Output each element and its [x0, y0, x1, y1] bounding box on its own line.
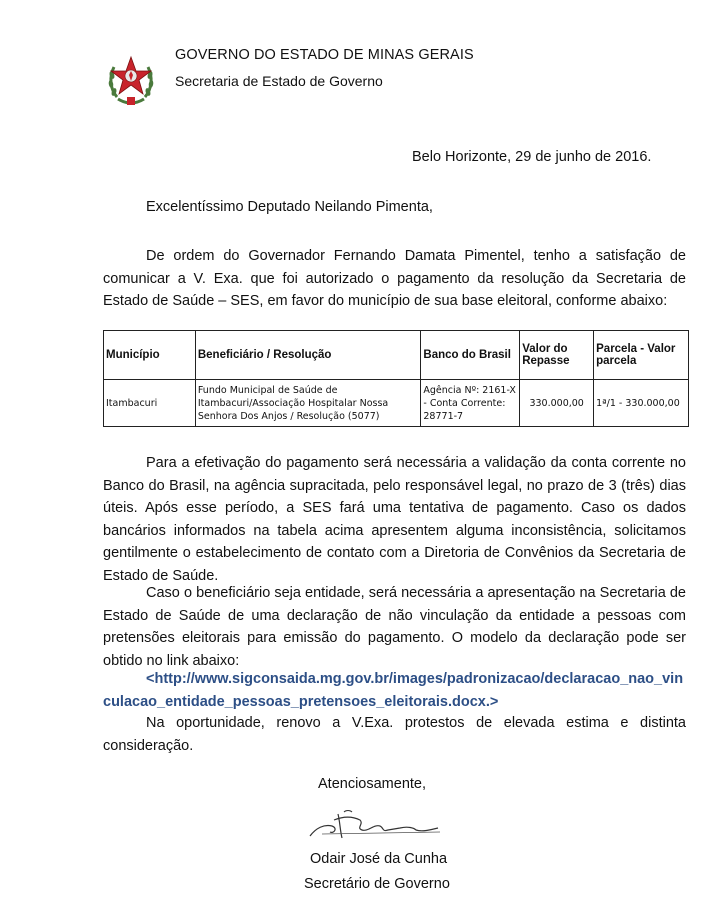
cell-beneficiario: Fundo Municipal de Saúde de Itambacuri/Associação Hospitalar Nossa Senhora Dos Anjos / Resolução (5077)	[195, 380, 421, 427]
salutation: Excelentíssimo Deputado Neilando Pimenta,	[146, 199, 433, 215]
paragraph-authorization: De ordem do Governador Fernando Damata Pimentel, tenho a satisfação de comunicar a V. Exa. que foi autorizado o pagamento da resolução da Secretaria de Estado de Saúde – SES, em favor do município de sua base eleitoral, conforme abaixo:	[103, 248, 686, 309]
cell-banco: Agência Nº: 2161-X - Conta Corrente: 28771-7	[421, 380, 520, 427]
payment-table	[103, 330, 689, 427]
table-header-row	[104, 331, 689, 380]
date-line: Belo Horizonte, 29 de junho de 2016.	[412, 149, 652, 165]
paragraph-entity-declaration: Caso o beneficiário seja entidade, será necessária a apresentação na Secretaria de Estado de Saúde de uma declaração de não vinculação da entidade a pessoas com pretensões eleitorais para emissão do pagamento. O modelo da declaração pode ser obtido no link abaixo:	[103, 585, 686, 669]
cell-municipio: Itambacuri	[104, 380, 196, 427]
table-row	[104, 380, 689, 427]
paragraph-validation: Para a efetivação do pagamento será necessária a validação da conta corrente no Banco do Brasil, na agência supracitada, pelo responsável legal, no prazo de 3 (três) dias úteis. Após esse período, a SES fará uma tentativa de pagamento. Caso os dados bancários informados na tabela acima apresentem alguma inconsistência, solicitamos gentilmente o estabelecimento de contato com a Diretoria de Convênios da Secretaria de Estado de Saúde.	[103, 455, 686, 584]
header-banco: Banco do Brasil	[421, 331, 520, 380]
government-heading: GOVERNO DO ESTADO DE MINAS GERAIS	[175, 47, 474, 63]
header-parcela: Parcela - Valor parcela	[594, 331, 689, 380]
cell-valor: 330.000,00	[520, 380, 594, 427]
cell-parcela: 1ª/1 - 330.000,00	[594, 380, 689, 427]
header-municipio: Município	[104, 331, 196, 380]
declaration-link[interactable]: <http://www.sigconsaida.mg.gov.br/images/padronizacao/declaracao_nao_vinculacao_entidade_pessoas_pretensoes_eleitorais.docx.>	[103, 671, 684, 710]
coat-of-arms-icon	[107, 53, 155, 109]
signer-name: Odair José da Cunha	[310, 851, 448, 867]
closing: Atenciosamente,	[318, 776, 427, 792]
signer-role: Secretário de Governo	[304, 876, 450, 892]
paragraph-closing: Na oportunidade, renovo a V.Exa. protestos de elevada estima e distinta consideração.	[103, 715, 686, 754]
header-valor: Valor do Repasse	[520, 331, 594, 380]
signature-icon	[304, 806, 446, 844]
secretariat-heading: Secretaria de Estado de Governo	[175, 73, 383, 89]
header-beneficiario: Beneficiário / Resolução	[195, 331, 421, 380]
